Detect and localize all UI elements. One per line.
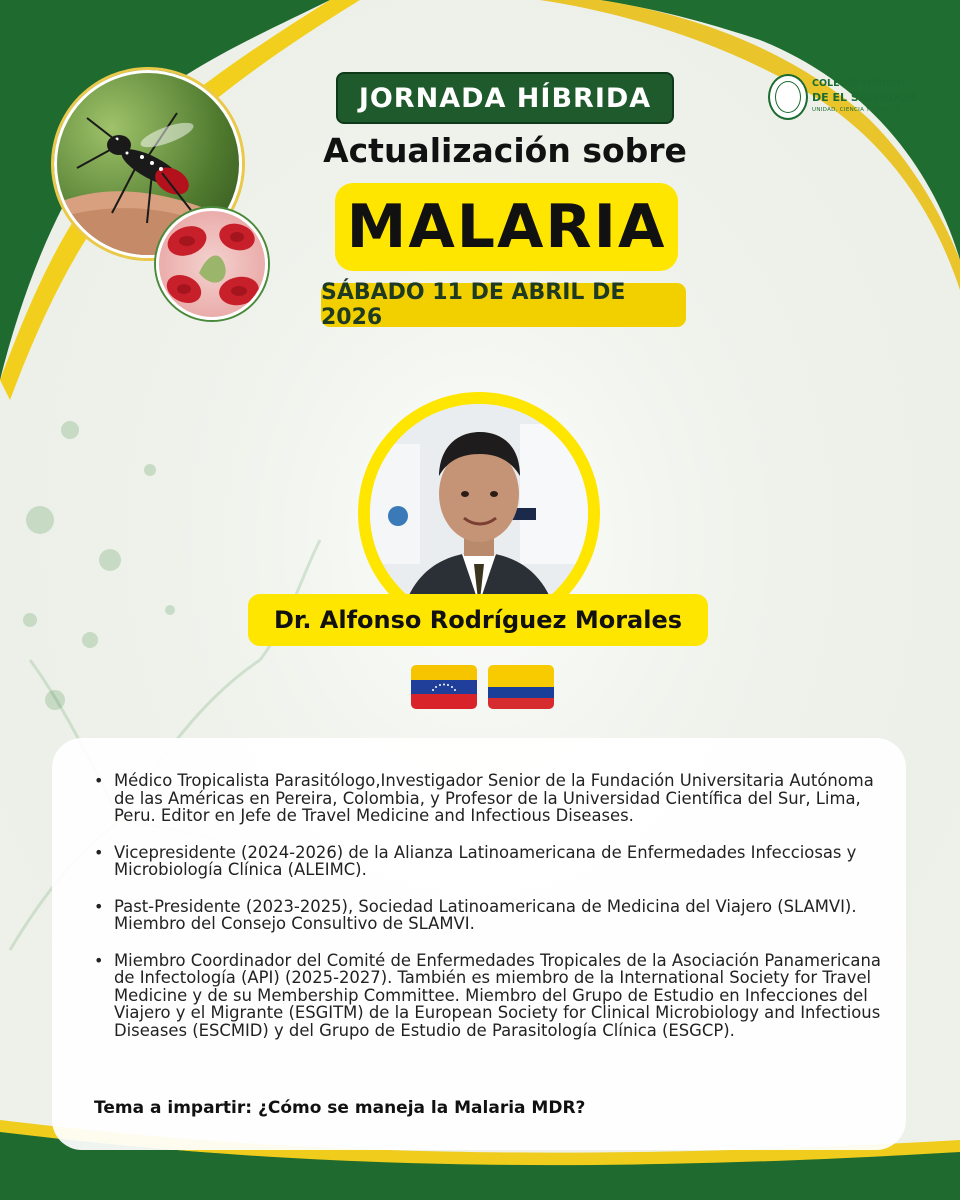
date-badge: SÁBADO 11 DE ABRIL DE 2026 [321,283,686,327]
logo-tagline: UNIDAD, CIENCIA Y SERVICIO [812,107,900,113]
speaker-photo [370,404,588,622]
bio-card [52,738,906,1150]
bullet-icon: • [94,842,104,862]
bullet-icon: • [94,771,104,790]
talk-topic: Tema a impartir: ¿Cómo se maneja la Malaria MDR? [94,1098,586,1118]
event-type-badge: JORNADA HÍBRIDA [336,72,674,124]
bullet-icon: • [94,896,104,916]
bullet-icon: • [94,950,104,970]
logo-line2: DE EL SALVADOR [812,91,916,104]
blood-cells-image [156,208,268,320]
colombia-flag-icon [488,665,554,709]
bio-item: • Past-Presidente (2023-2025), Sociedad Latinoamericana de Medicina del Viajero (SLAMVI). Miembro del Consejo Consultivo de SLAMVI. [94,896,857,933]
bio-list [94,771,894,1058]
logo-line1: COLEGIO MÉDICO [812,78,905,89]
venezuela-flag-icon [411,665,477,709]
topic-badge: MALARIA [335,183,678,271]
bio-item: • Médico Tropicalista Parasitólogo,Investigador Senior de la Fundación Universitaria Autónoma de las Américas en Pereira, Colombia, y Profesor de la Universidad Científica del Sur, Lima, Peru. Editor en Jefe de Travel Medicine and Infectious Diseases. [94,771,874,825]
colegio-medico-logo [768,70,916,130]
logo-seal-icon [768,74,808,120]
event-subtitle: Actualización sobre [323,131,687,170]
bio-item: • Miembro Coordinador del Comité de Enfermedades Tropicales de la Asociación Panamericana de Infectología (API) (2025-2027). También es miembro de la International Society for Travel Medicine y de su Membership Committee. Miembro del Grupo de Estudio en Infecciones del Viajero y el Migrante (ESGITM) de la European Society for Clinical Microbiology and Infectious Diseases (ESCMID) y del Grupo de Estudio de Parasitología Clínica (ESGCP). [94,950,881,1040]
bio-item: • Vicepresidente (2024-2026) de la Alianza Latinoamericana de Enfermedades Infecciosas y Microbiología Clínica (ALEIMC). [94,842,857,879]
speaker-name: Dr. Alfonso Rodríguez Morales [248,594,708,646]
